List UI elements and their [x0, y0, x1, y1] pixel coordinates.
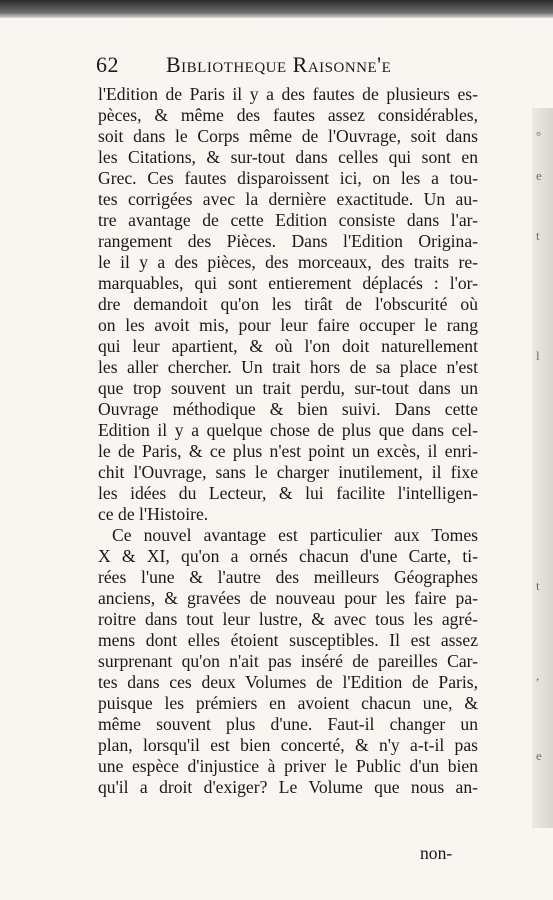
text-line: plan, lorsqu'il est bien concerté, & n'y a-t-il pas — [98, 735, 478, 755]
text-line: les aller chercher. Un trait hors de sa place n'est — [98, 357, 478, 377]
text-line: soit dans le Corps même de l'Ouvrage, soit dans — [98, 126, 478, 146]
paragraph-start-line: Ce nouvel avantage est particulier aux Tomes — [112, 525, 478, 545]
text-line: tes dans ces deux Volumes de l'Edition de Paris, — [98, 672, 478, 692]
text-line: puisque les prémiers en avoient chacun une, & — [98, 693, 478, 713]
text-line: dre demandoit qu'on les tirât de l'obscurité où — [98, 294, 478, 314]
paragraph-end-line: ce de l'Histoire. — [98, 504, 209, 524]
text-line: chit l'Ouvrage, sans le charger inutilement, il fixe — [98, 462, 478, 482]
text-line: marquables, qui sont entierement déplacés : l'or- — [98, 273, 478, 293]
text-line: roitre dans tout leur lustre, & avec tous les agré- — [98, 609, 478, 629]
text-line: Grec. Ces fautes disparoissent ici, on les a tou- — [98, 168, 478, 188]
text-line: X & XI, qu'on a ornés chacun d'une Carte, ti- — [98, 546, 478, 566]
text-line: tre avantage de cette Edition consiste dans l'ar- — [98, 210, 478, 230]
page-number: 62 — [96, 52, 119, 77]
text-line: l'Edition de Paris il y a des fautes de plusieurs es- — [98, 84, 478, 104]
scan-top-edge — [0, 0, 553, 18]
text-line: même souvent plus d'une. Faut-il changer un — [98, 714, 478, 734]
text-line: on les avoit mis, pour leur faire occuper le rang — [98, 315, 478, 335]
catchword: non- — [420, 843, 453, 863]
text-line: surprenant qu'on n'ait pas inséré de pareilles Car- — [98, 651, 478, 671]
text-line: pèces, & même des fautes assez considérables, — [98, 105, 478, 125]
text-line: anciens, & gravées de nouveau pour les faire pa- — [98, 588, 478, 608]
text-line: qu'il a droit d'exiger? Le Volume que nous an- — [98, 777, 478, 797]
running-title: Bibliotheque Raisonne'e — [166, 52, 392, 77]
running-header — [96, 52, 466, 78]
text-line: tes corrigées avec la dernière exactitude. Un au- — [98, 189, 478, 209]
body-text — [98, 84, 478, 798]
text-line: rées l'une & l'autre des meilleurs Géographes — [98, 567, 478, 587]
text-line: mens dont elles étoient susceptibles. Il est assez — [98, 630, 478, 650]
text-line: le de Paris, & ce plus n'est point un excès, il enri- — [98, 441, 478, 461]
facing-page-edge: ° e t l t , e — [532, 108, 553, 828]
text-line: rangement des Pièces. Dans l'Edition Origina- — [98, 231, 478, 251]
text-line: Edition il y a quelque chose de plus que dans cel- — [98, 420, 478, 440]
text-line: qui leur apartient, & où l'on doit naturellement — [98, 336, 478, 356]
text-line: les Citations, & sur-tout dans celles qui sont en — [98, 147, 478, 167]
text-line: les idées du Lecteur, & lui facilite l'intelligen- — [98, 483, 478, 503]
text-line: Ouvrage méthodique & bien suivi. Dans cette — [98, 399, 478, 419]
text-line: une espèce d'injustice à priver le Public d'un bien — [98, 756, 478, 776]
text-line: le il y a des pièces, des morceaux, des traits re- — [98, 252, 478, 272]
text-line: que trop souvent un trait perdu, sur-tout dans un — [98, 378, 478, 398]
